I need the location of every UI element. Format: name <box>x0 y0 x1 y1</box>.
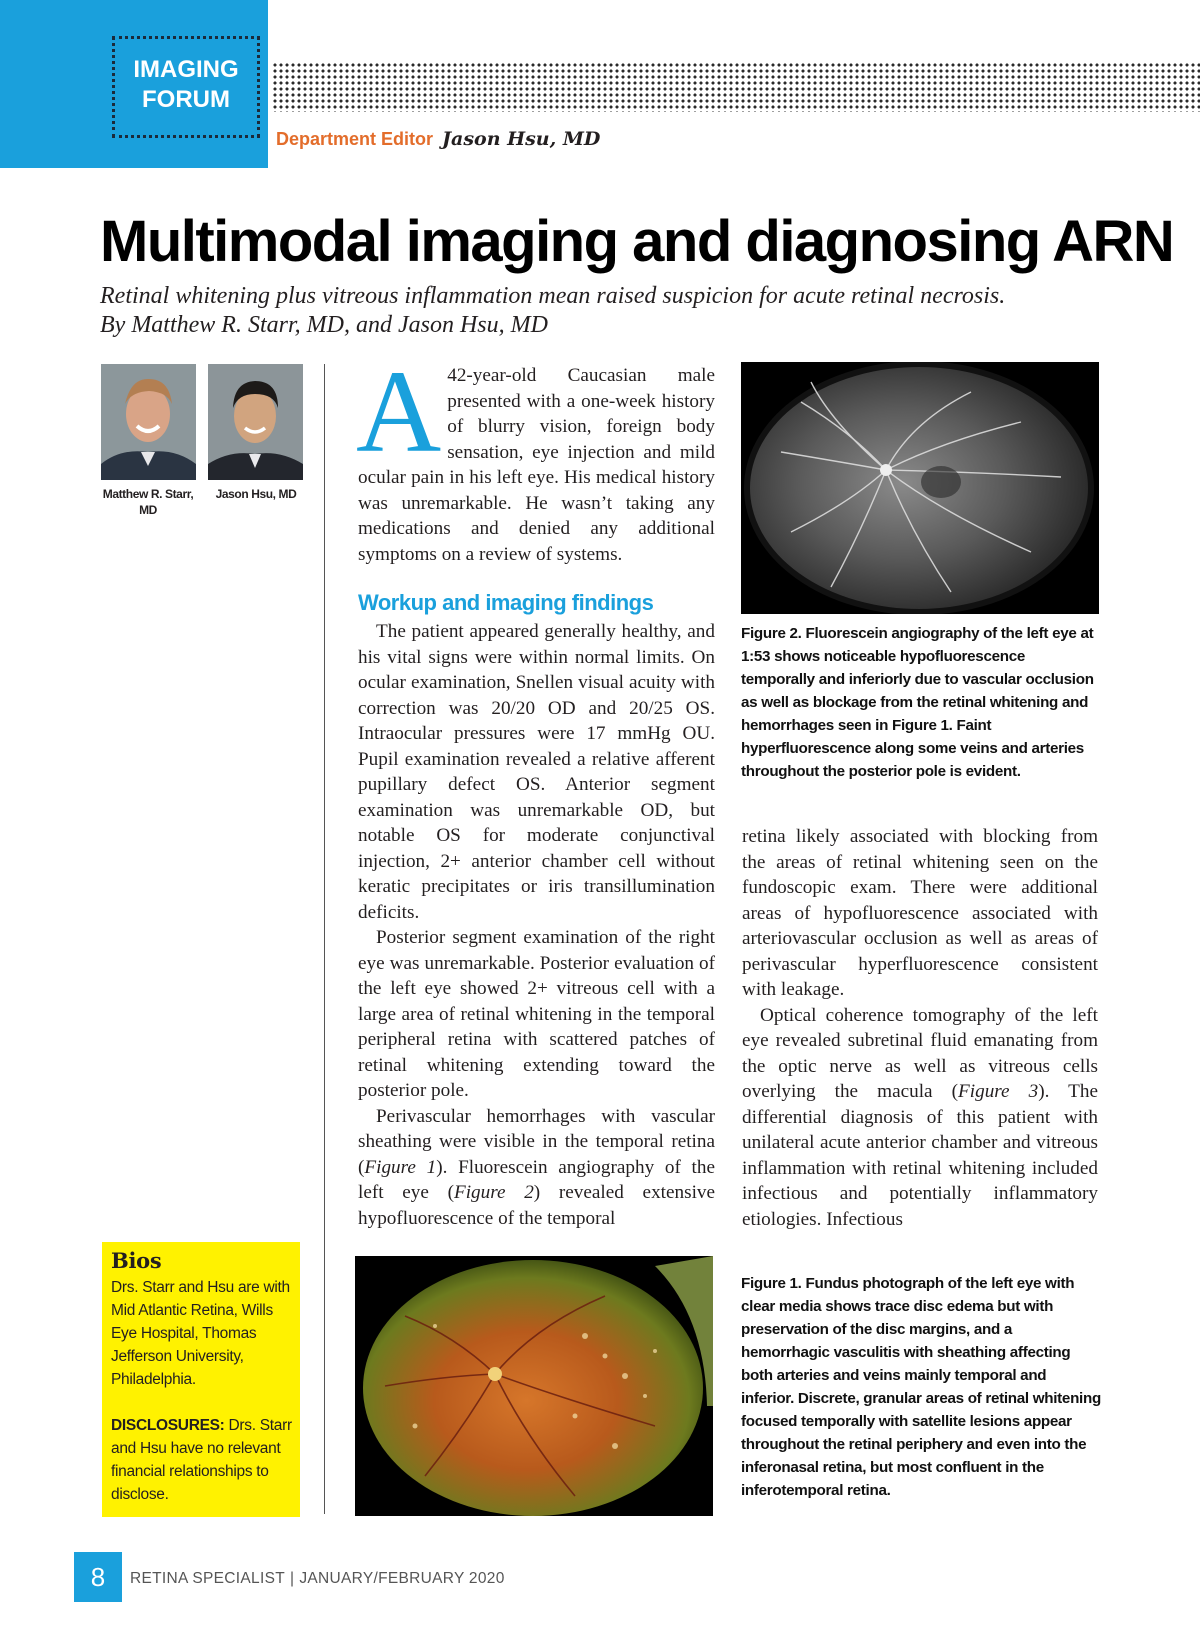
page-number: 8 <box>74 1552 122 1602</box>
body-text-segment: Optical coherence tomography of the left eye revealed subretinal fluid emanating from the optic nerve as well as vitreous cells overlying the macula ( <box>742 1004 1098 1102</box>
intro-paragraph-block <box>356 346 715 567</box>
body-paragraph: retina likely associated with blocking from the areas of retinal whitening seen on the fundoscopic exam. There were additional areas of hypofluorescence associated with arteriovascular occlusion as well as areas of perivascular hyperfluorescence consistent with leakage. <box>742 826 1098 1000</box>
author-caption-hsu: Jason Hsu, MD <box>215 487 297 501</box>
body-text-segment: ). The differential diagnosis of this patient with unilateral acute anterior chamber and vitreous inflammation with retinal whitening included infectious and potentially inflammatory etiologies. Infectious <box>742 1081 1099 1230</box>
author-portrait-hsu <box>208 364 303 480</box>
bios-heading: Bios <box>111 1248 162 1273</box>
publication-name: RETINA SPECIALIST <box>130 1570 285 1587</box>
figure-reference: Figure 2 <box>453 1182 534 1203</box>
department-editor-name: Jason Hsu, MD <box>442 128 601 150</box>
dotted-header-band <box>272 62 1200 112</box>
body-text-segment: ). Fluorescein angiography of the left eye ( <box>358 1156 715 1203</box>
body-column-right <box>742 824 1098 1232</box>
body-paragraph: The patient appeared generally healthy, and his vital signs were within normal limits. On ocular examination, Snellen visual acuity with correction was 20/20 OD and 20/25 OS. Intraocular pressures were 17 mmHg OU. Pupil examination revealed a relative afferent pupillary defect OS. Anterior segment examination was unremarkable OD, but notable OS for moderate conjunctival injection, 2+ anterior chamber cell without keratic precipitates or iris transillumination deficits. <box>358 621 715 923</box>
disclosures-text: Drs. Starr and Hsu have no relevant financial relationships to disclose. <box>111 1417 292 1503</box>
body-paragraph <box>742 1003 1098 1233</box>
author-portrait-starr <box>101 364 196 480</box>
footer-separator: | <box>289 1570 295 1587</box>
figure-1-caption: Figure 1. Fundus photograph of the left eye with clear media shows trace disc edema but with preservation of the disc margins, and a hemorrhagic vasculitis with sheathing affecting both arteries and veins mainly temporal and inferior. Discrete, granular areas of retinal whitening focused temporally with satellite lesions appear throughout the retinal periphery and even into the inferonasal retina, but most confluent in the inferotemporal retina. <box>741 1275 1101 1499</box>
body-paragraph <box>358 1104 715 1232</box>
fluorescein-angiogram <box>741 362 1099 614</box>
department-editor-line <box>276 128 600 151</box>
figure-2-image <box>741 362 1099 614</box>
author-photo-hsu <box>208 364 303 480</box>
bios-box <box>102 1242 300 1517</box>
section-label-line2: FORUM <box>142 86 230 113</box>
section-heading: Workup and imaging findings <box>358 590 654 615</box>
disclosures-label: DISCLOSURES: <box>111 1417 225 1434</box>
bios-text: Drs. Starr and Hsu are with Mid Atlantic Retina, Wills Eye Hospital, Thomas Jefferson University, Philadelphia. <box>111 1279 290 1388</box>
figure-1-image <box>355 1256 713 1516</box>
article-subtitle: Retinal whitening plus vitreous inflammation mean raised suspicion for acute retinal necrosis. <box>100 283 1006 309</box>
issue-date: JANUARY/FEBRUARY 2020 <box>299 1570 505 1587</box>
article-byline: By Matthew R. Starr, MD, and Jason Hsu, MD <box>100 312 548 338</box>
body-text-segment: Perivascular hemorrhages with vascular sheathing were visible in the temporal retina ( <box>358 1105 715 1178</box>
body-paragraph: Posterior segment examination of the right eye was unremarkable. Posterior evaluation of the left eye showed 2+ vitreous cell with a large area of retinal whitening in the temporal peripheral retina with scattered patches of retinal whitening extending toward the posterior pole. <box>358 927 715 1101</box>
footer-publication-line <box>130 1570 505 1588</box>
fundus-photograph <box>355 1256 713 1516</box>
author-photo-starr <box>101 364 196 480</box>
intro-text: 42-year-old Caucasian male presented with a one-week history of blurry vision, foreign body sensation, eye injection and mild ocular pain in his left eye. His medical history was unremarkable. He wasn’t taking any medications and denied any additional symptoms on a review of systems. <box>358 365 715 565</box>
article-title: Multimodal imaging and diagnosing ARN <box>100 209 1174 274</box>
figure-reference: Figure 3 <box>958 1081 1039 1102</box>
intro-paragraph <box>356 346 715 567</box>
column-divider <box>324 364 325 1514</box>
figure-2-caption: Figure 2. Fluorescein angiography of the left eye at 1:53 shows noticeable hypofluorescence temporally and inferiorly due to vascular occlusion as well as blockage from the retinal whitening and hemorrhages seen in Figure 1. Faint hyperfluorescence along some veins and arteries throughout the posterior pole is evident. <box>741 625 1094 780</box>
author-caption-starr: Matthew R. Starr, MD <box>102 487 194 517</box>
body-column-left <box>358 619 715 1231</box>
drop-cap: A <box>356 346 442 477</box>
section-label-line1: IMAGING <box>133 56 239 83</box>
section-badge-frame <box>112 36 260 138</box>
figure-reference: Figure 1 <box>364 1156 437 1178</box>
section-badge <box>0 0 268 168</box>
disclosures <box>111 1414 292 1506</box>
department-editor-label: Department Editor <box>276 129 434 149</box>
article-deck <box>100 282 1180 340</box>
body-text-segment: ) revealed extensive hypofluorescence of the temporal <box>358 1182 716 1229</box>
